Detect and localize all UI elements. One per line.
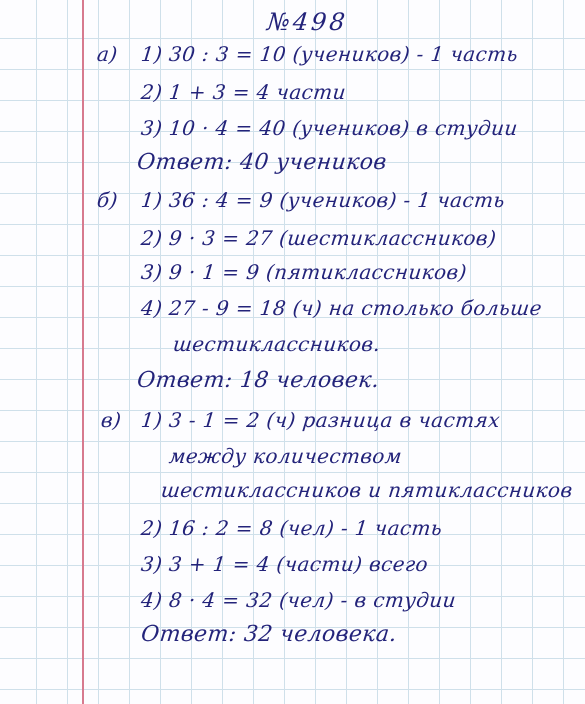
part-b-step-4: 4) 27 - 9 = 18 (ч) на столько больше [139,296,544,320]
part-b-label: б) [95,188,120,212]
part-b-step-3: 3) 9 · 1 = 9 (пятиклассников) [139,260,469,284]
part-a-step-3: 3) 10 · 4 = 40 (учеников) в студии [139,116,520,140]
part-c-step-4: 4) 8 · 4 = 32 (чел) - в студии [139,588,458,612]
part-b-step-4-cont: шестиклассников. [171,332,382,356]
part-a-label: а) [95,42,119,66]
problem-number: №498 [265,8,350,36]
part-a-answer: Ответ: 40 учеников [135,150,389,175]
part-b-step-2: 2) 9 · 3 = 27 (шестиклассников) [139,226,498,250]
part-c-label: в) [99,408,123,432]
part-a-step-1: 1) 30 : 3 = 10 (учеников) - 1 часть [139,42,520,66]
part-c-step-1: 1) 3 - 1 = 2 (ч) разница в частях [139,408,502,432]
part-b-step-1: 1) 36 : 4 = 9 (учеников) - 1 часть [139,188,507,212]
part-c-answer: Ответ: 32 человека. [139,622,399,647]
part-a-step-2: 2) 1 + 3 = 4 части [139,80,348,104]
part-c-step-1-cont2: шестиклассников и пятиклассников [159,478,574,502]
part-b-answer: Ответ: 18 человек. [135,368,381,393]
part-c-step-1-cont: между количеством [167,444,404,468]
part-c-step-3: 3) 3 + 1 = 4 (части) всего [139,552,430,576]
part-c-step-2: 2) 16 : 2 = 8 (чел) - 1 часть [139,516,444,540]
